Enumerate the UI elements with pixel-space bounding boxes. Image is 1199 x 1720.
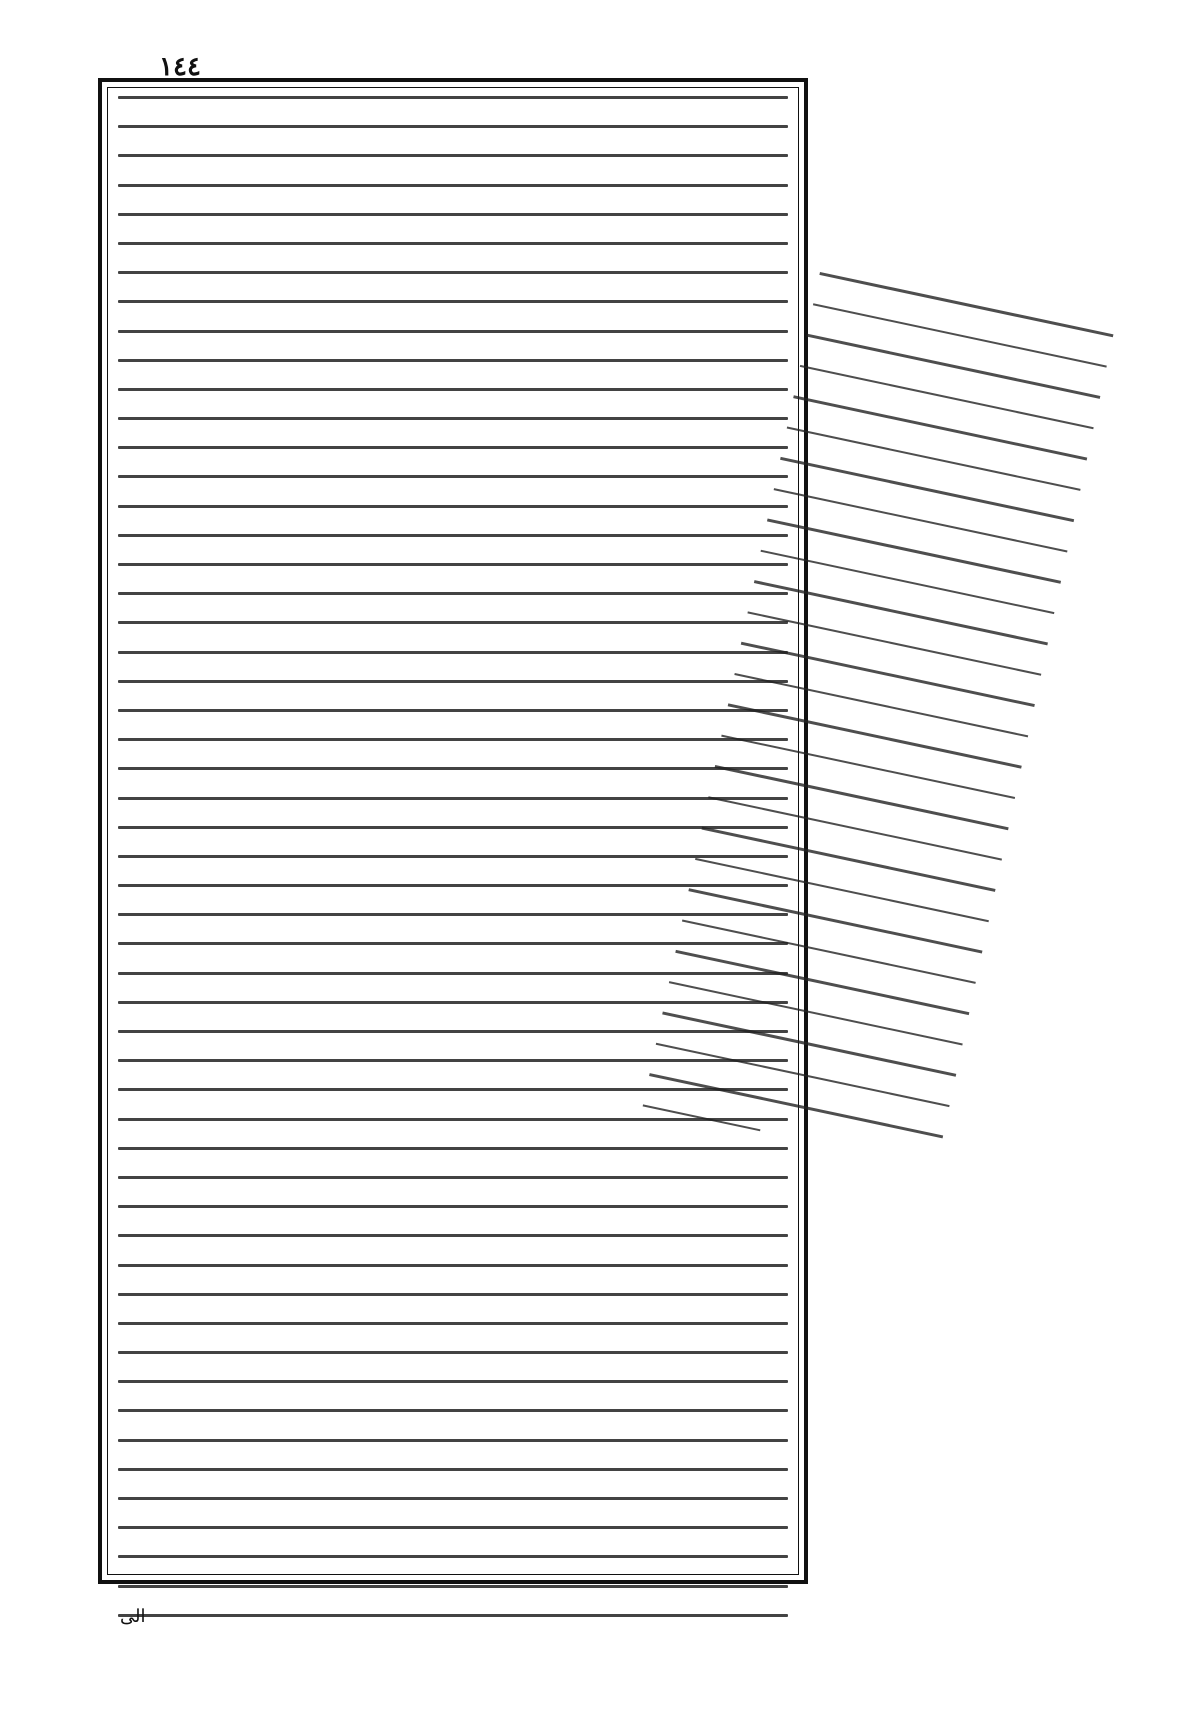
text-line (118, 446, 788, 449)
margin-line (767, 518, 1061, 583)
text-line (118, 1205, 788, 1208)
text-line (118, 680, 788, 683)
margin-line (787, 426, 1081, 491)
margin-line (741, 642, 1035, 707)
margin-line (682, 919, 976, 984)
text-line (118, 592, 788, 595)
text-line (118, 1264, 788, 1267)
margin-line (662, 1011, 956, 1076)
text-line (118, 826, 788, 829)
text-line (118, 1526, 788, 1529)
text-line (118, 330, 788, 333)
text-line (118, 359, 788, 362)
catchword: الى (120, 1606, 146, 1627)
text-line (118, 1585, 788, 1588)
text-line (118, 1380, 788, 1383)
text-line (118, 417, 788, 420)
margin-line (774, 488, 1068, 553)
text-line (118, 884, 788, 887)
text-line (118, 1497, 788, 1500)
margin-line (800, 364, 1094, 429)
margin-line (747, 611, 1041, 676)
text-line (118, 534, 788, 537)
text-line (118, 855, 788, 858)
text-line (118, 271, 788, 274)
text-line (118, 1147, 788, 1150)
margin-line (780, 457, 1074, 522)
text-line (118, 96, 788, 99)
text-line (118, 1409, 788, 1412)
margin-line (793, 395, 1087, 460)
margin-line (708, 796, 1002, 861)
text-line (118, 709, 788, 712)
text-line (118, 621, 788, 624)
margin-line (728, 703, 1022, 768)
text-line (118, 184, 788, 187)
text-line (118, 1468, 788, 1471)
text-line (118, 1234, 788, 1237)
margin-line (669, 981, 963, 1046)
main-text-block (118, 96, 788, 1566)
margin-line (813, 303, 1107, 368)
text-line (118, 388, 788, 391)
margin-line (734, 673, 1028, 738)
text-line (118, 797, 788, 800)
text-line (118, 1555, 788, 1558)
text-line (118, 563, 788, 566)
margin-line (715, 765, 1009, 830)
text-line (118, 125, 788, 128)
text-line (118, 1439, 788, 1442)
text-line (118, 1293, 788, 1296)
margin-line (806, 334, 1100, 399)
text-line (118, 651, 788, 654)
text-line (118, 1351, 788, 1354)
margin-line (675, 950, 969, 1015)
text-line (118, 767, 788, 770)
text-line (118, 738, 788, 741)
text-line (118, 242, 788, 245)
margin-line (688, 888, 982, 953)
text-line (118, 1176, 788, 1179)
text-line (118, 1322, 788, 1325)
page-number: ١٤٤ (159, 52, 201, 82)
margin-line (761, 549, 1055, 614)
text-line (118, 1614, 788, 1617)
text-line (118, 475, 788, 478)
text-line (118, 505, 788, 508)
text-line (118, 213, 788, 216)
text-line (118, 300, 788, 303)
margin-line (702, 827, 996, 892)
margin-line (656, 1042, 950, 1107)
margin-line (721, 734, 1015, 799)
margin-line (819, 272, 1113, 337)
margin-line (754, 580, 1048, 645)
text-line (118, 154, 788, 157)
margin-line (695, 857, 989, 922)
